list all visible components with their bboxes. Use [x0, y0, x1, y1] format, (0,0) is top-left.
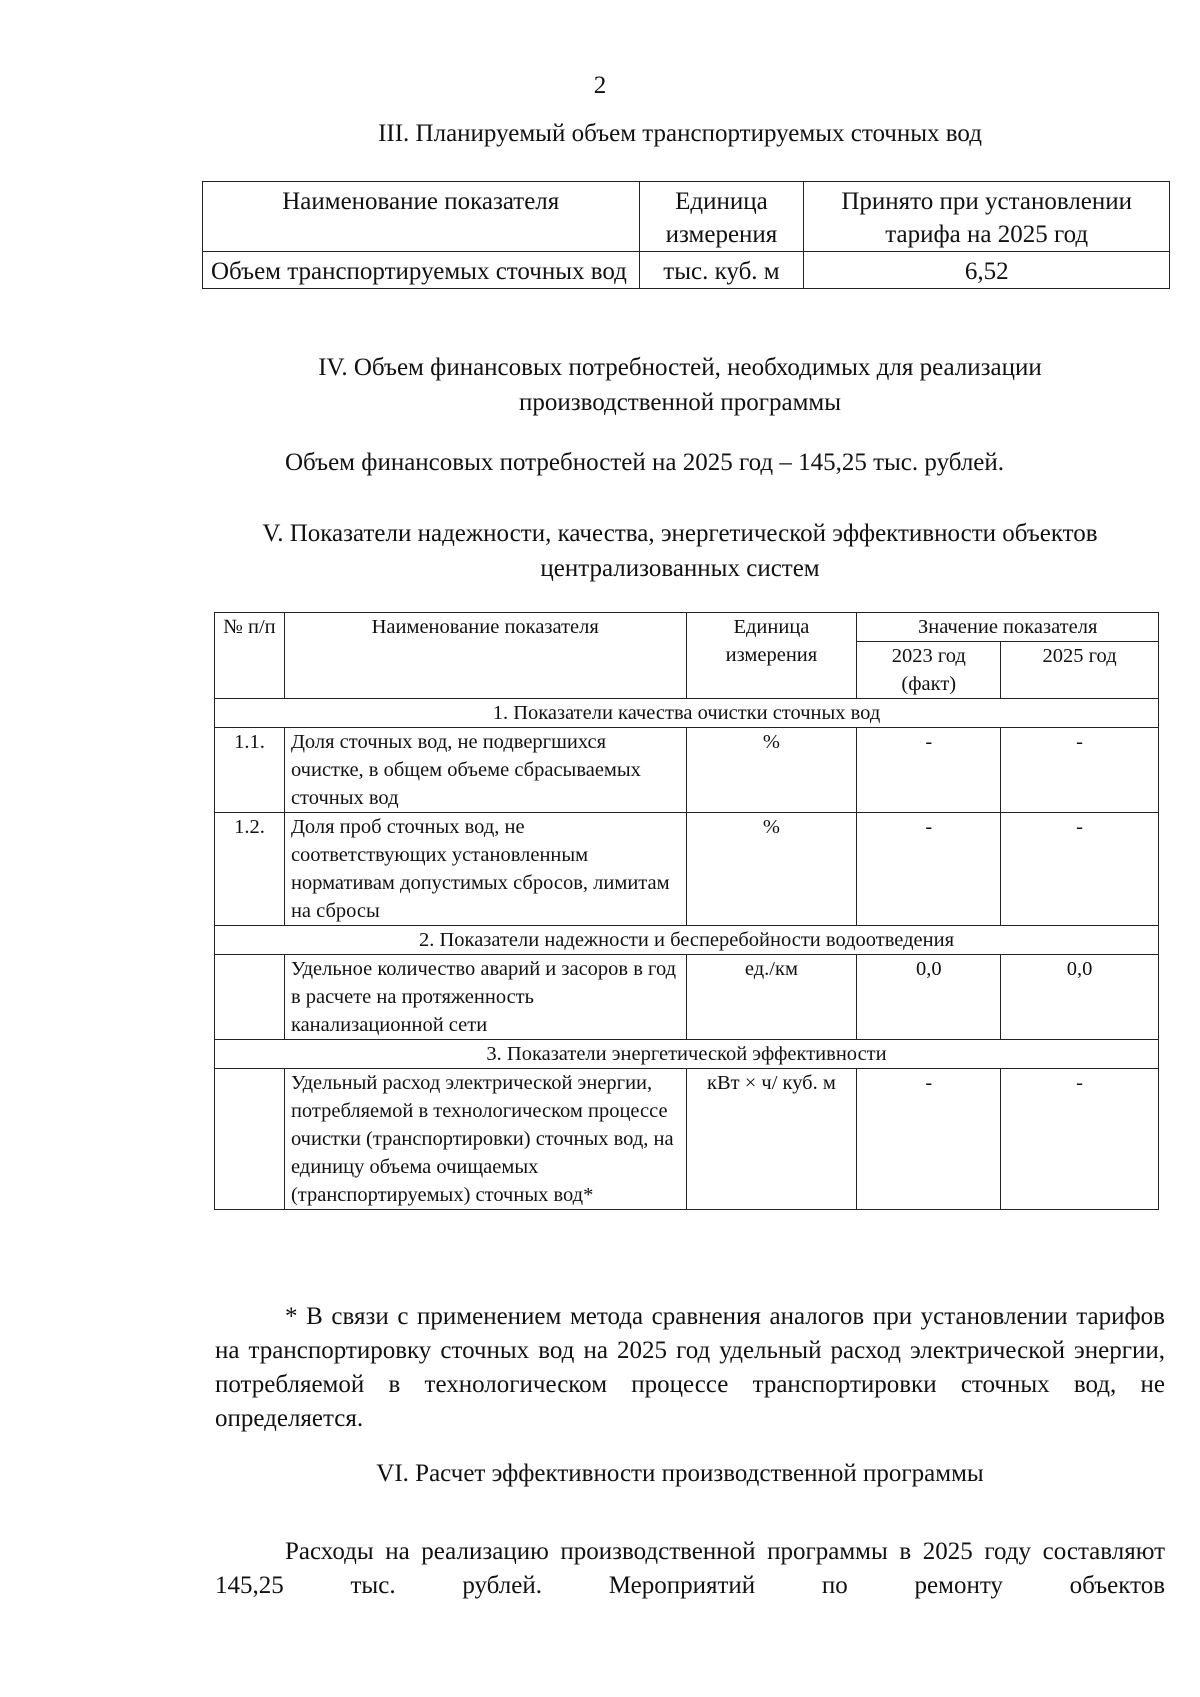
row-unit: % — [686, 728, 857, 813]
indicator-value: 6,52 — [804, 252, 1170, 289]
table-row — [215, 728, 1159, 813]
table-section-row — [215, 1040, 1159, 1069]
row-value-2023: - — [857, 728, 1001, 813]
row-value-2023: - — [857, 813, 1001, 926]
row-value-2023: 0,0 — [857, 955, 1001, 1040]
row-name: Доля сточных вод, не подвергшихся очистке, в общем объеме сбрасываемых сточных вод — [284, 728, 686, 813]
section-6-title: VI. Расчет эффективности производственной программы — [376, 1460, 984, 1487]
footnote: * В связи с применением метода сравнения аналогов при установлении тарифов на транспортировку сточных вод на 2025 год удельный расход электрической энергии, потребляемой в технологическом процессе транспортировки сточных вод, не определяется. — [215, 1303, 1165, 1432]
row-num: 1.2. — [215, 813, 285, 926]
row-value-2025: - — [1001, 813, 1159, 926]
header-year-2025: 2025 год — [1001, 642, 1159, 699]
header-unit: Единица измерения — [639, 182, 804, 252]
financial-needs-text: Объем финансовых потребностей на 2025 год – 145,25 тыс. рублей. — [285, 449, 1005, 476]
group-energy: 3. Показатели энергетической эффективности — [215, 1040, 1159, 1069]
row-value-2023: - — [857, 1069, 1001, 1210]
table-header-row — [203, 182, 1170, 252]
planned-volume-table — [202, 181, 1170, 289]
header-indicator-name: Наименование показателя — [203, 182, 640, 252]
group-reliability: 2. Показатели надежности и бесперебойности водоотведения — [215, 926, 1159, 955]
table-row — [215, 1069, 1159, 1210]
table-section-row — [215, 699, 1159, 728]
group-quality: 1. Показатели качества очистки сточных вод — [215, 699, 1159, 728]
header-indicator-name: Наименование показателя — [284, 613, 686, 699]
row-value-2025: - — [1001, 1069, 1159, 1210]
section-5-title: V. Показатели надежности, качества, энергетической эффективности объектов централизованных систем — [262, 520, 1098, 582]
row-name: Доля проб сточных вод, не соответствующих установленным нормативам допустимых сбросов, лимитам на сбросы — [284, 813, 686, 926]
indicators-table — [214, 612, 1159, 1210]
row-value-2025: 0,0 — [1001, 955, 1159, 1040]
row-num: 1.1. — [215, 728, 285, 813]
page-number: 2 — [593, 72, 607, 99]
table-row — [203, 252, 1170, 289]
header-unit: Единица измерения — [686, 613, 857, 699]
row-num — [215, 955, 285, 1040]
row-num — [215, 1069, 285, 1210]
table-row — [215, 955, 1159, 1040]
expenses-text: Расходы на реализацию производственной программы в 2025 году составляют 145,25 тыс. рублей. Мероприятий по ремонту объектов — [215, 1538, 1165, 1599]
row-unit: кВт × ч/ куб. м — [686, 1069, 857, 1210]
header-year-2023: 2023 год (факт) — [857, 642, 1001, 699]
table-section-row — [215, 926, 1159, 955]
row-unit: % — [686, 813, 857, 926]
table-header-row — [215, 613, 1159, 642]
header-num: № п/п — [215, 613, 285, 699]
indicator-unit: тыс. куб. м — [639, 252, 804, 289]
row-value-2025: - — [1001, 728, 1159, 813]
header-value: Значение показателя — [857, 613, 1159, 642]
row-unit: ед./км — [686, 955, 857, 1040]
section-4-title: IV. Объем финансовых потребностей, необходимых для реализации производственной программы — [318, 354, 1042, 416]
header-accepted-2025: Принято при установлении тарифа на 2025 год — [804, 182, 1170, 252]
indicator-name: Объем транспортируемых сточных вод — [203, 252, 640, 289]
table-row — [215, 813, 1159, 926]
section-3-title: III. Планируемый объем транспортируемых сточных вод — [378, 120, 982, 147]
row-name: Удельный расход электрической энергии, потребляемой в технологическом процессе очистки (транспортировки) сточных вод, на единицу объема очищаемых (транспортируемых) сточных вод* — [284, 1069, 686, 1210]
row-name: Удельное количество аварий и засоров в год в расчете на протяженность канализационной сети — [284, 955, 686, 1040]
